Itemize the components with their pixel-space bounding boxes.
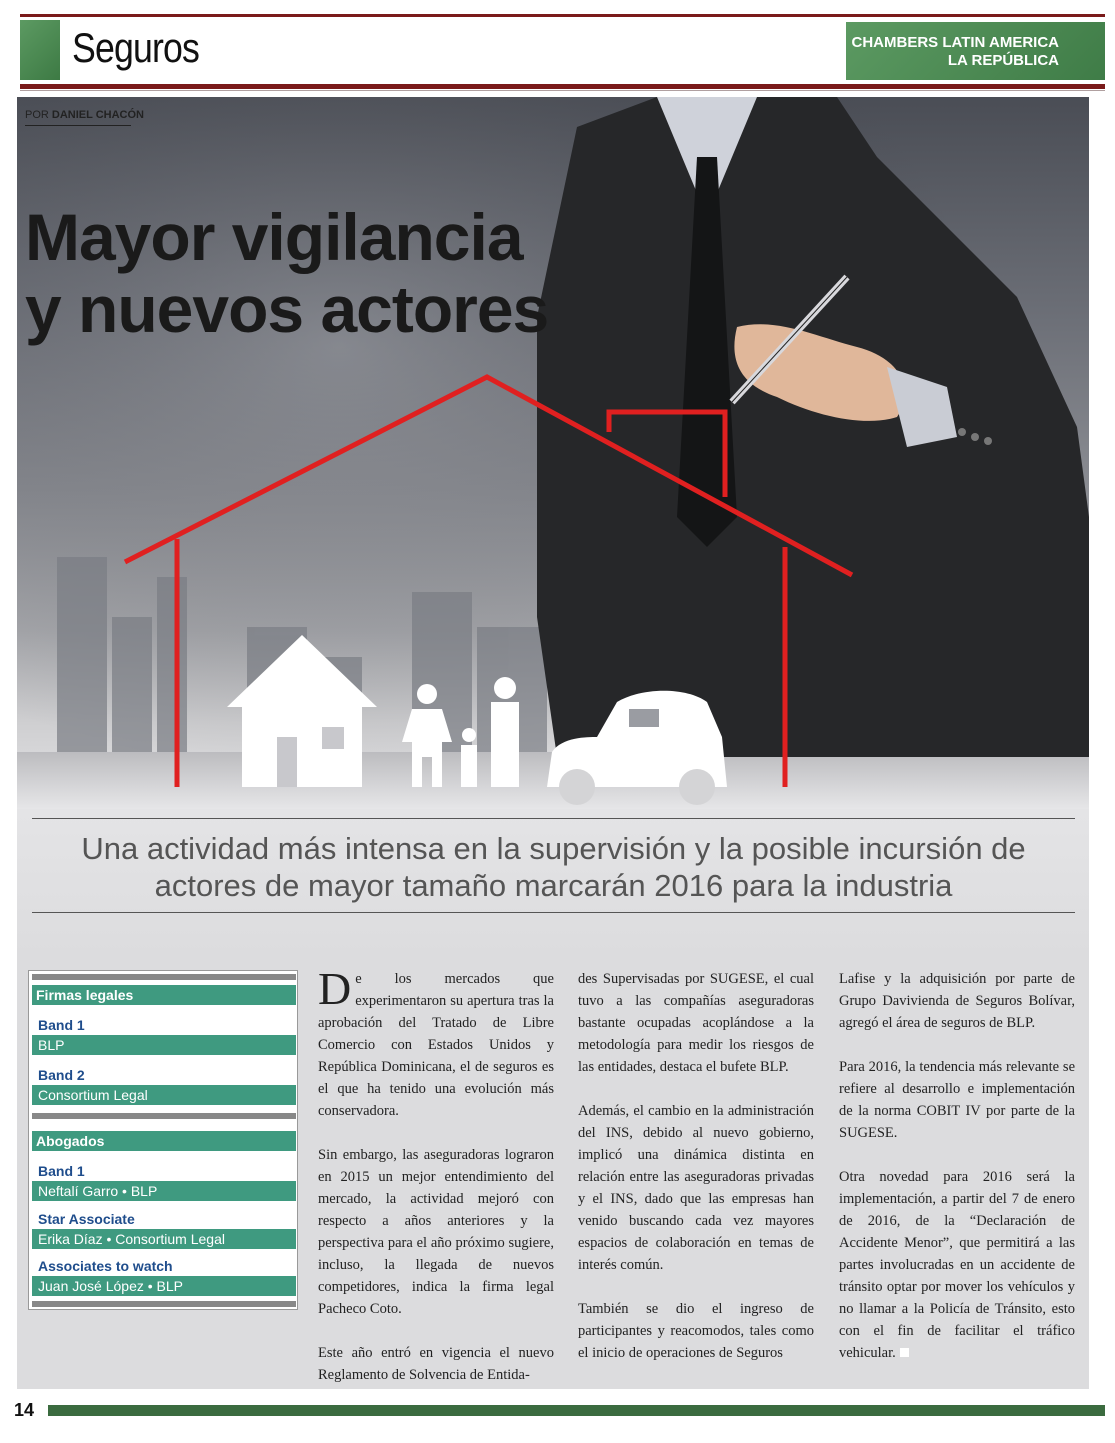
sidebar-divider [32, 1113, 296, 1119]
lawyers-band1-label: Band 1 [38, 1163, 85, 1179]
drop-cap: D [318, 963, 352, 1014]
headline [25, 201, 548, 345]
subhead-line-1: Una actividad más intensa en la supervisión y la posible incursión de [81, 831, 1026, 866]
lawyers-band1-value: Neftalí Garro • BLP [32, 1181, 296, 1201]
paragraph: Para 2016, la tendencia más relevante se refiere al desarrollo e implementación de la norma COBIT IV por parte de la SUGESE. [839, 1059, 1075, 1141]
rankings-sidebar [28, 970, 298, 1310]
brand-line-2: LA REPÚBLICA [947, 52, 1059, 69]
page-number: 14 [14, 1400, 35, 1420]
headline-line-2: y nuevos actores [25, 272, 549, 346]
paragraph: También se dio el ingreso de participantes y reacomodos, tales como el inicio de operaciones de Seguros [578, 1301, 814, 1361]
firms-band1-value: BLP [32, 1035, 296, 1055]
brand-line-1: CHAMBERS LATIN AMERICA [851, 34, 1059, 51]
header-rule-thin [20, 90, 1105, 91]
subhead-rule-top [32, 818, 1075, 819]
paragraph: Lafise y la adquisición por parte de Grupo Davivienda de Seguros Bolívar, agregó el área de seguros de BLP. [839, 971, 1075, 1031]
article-column-1 [318, 963, 554, 1408]
paragraph: Además, el cambio en la administración del INS, debido al nuevo gobierno, implicó una dinámica distinta en relación entre las aseguradoras privadas y el INS, dado que las empresas han venido buscando cada vez mayores espacios de colaboración en temas de interés común. [578, 1103, 814, 1273]
star-associate-label: Star Associate [38, 1211, 135, 1227]
firms-band2-label: Band 2 [38, 1067, 85, 1083]
paragraph: Este año entró en vigencia el nuevo Reglamento de Solvencia de Entida- [318, 1345, 554, 1383]
paragraph: des Supervisadas por SUGESE, el cual tuvo a las compañías aseguradoras bastante ocupadas acoplándose a la metodología para medir los riesgos de las entidades, destaca el bufete BLP. [578, 971, 814, 1075]
byline [25, 109, 144, 121]
subhead [32, 830, 1075, 904]
sidebar-divider [32, 1301, 296, 1307]
article-column-2 [578, 968, 814, 1386]
hero-image [17, 97, 1089, 809]
headline-line-1: Mayor vigilancia [25, 200, 523, 274]
article-column-3 [839, 968, 1075, 1386]
star-associate-value: Erika Díaz • Consortium Legal [32, 1229, 296, 1249]
byline-rule [25, 125, 131, 126]
firms-band1-label: Band 1 [38, 1017, 85, 1033]
footer-bar [48, 1405, 1105, 1416]
firms-band2-value: Consortium Legal [32, 1085, 296, 1105]
paragraph [318, 963, 554, 1122]
paragraph: Sin embargo, las aseguradoras lograron en 2015 un mejor entendimiento del mercado, la actividad mejoró con respecto a años anteriores y la perspectiva para el año próximo sugiere, incluso, la llegada de nuevos competidores, indica la firma legal Pacheco Coto. [318, 1147, 554, 1317]
subhead-line-2: actores de mayor tamaño marcarán 2016 para la industria [154, 868, 953, 903]
paragraph-text: Otra novedad para 2016 será la implementación, a partir del 7 de enero de 2016, de la “Declaración de Accidente Menor”, que permitirá a las partes involucradas en un accidente de tránsito optar por mover los vehículos y no llamar a la Policía de Tránsito, esto con el fin de facilitar el tráfico vehicular. [839, 1169, 1075, 1361]
associates-watch-label: Associates to watch [38, 1258, 173, 1274]
publication-brand [846, 22, 1105, 80]
byline-prefix: POR [25, 109, 52, 121]
paragraph-text: e los mercados que experimentaron su apertura tras la aprobación del Tratado de Libre Comercio con Estados Unidos y República Dominicana, el de seguros es el que ha tenido una evolución más conservadora. [318, 971, 554, 1119]
firms-title: Firmas legales [32, 985, 296, 1005]
paragraph [839, 1166, 1075, 1364]
byline-author: DANIEL CHACÓN [51, 109, 144, 121]
lawyers-title: Abogados [32, 1131, 296, 1151]
end-mark [900, 1348, 909, 1357]
sidebar-divider [32, 974, 296, 980]
header-rule [20, 84, 1105, 89]
section-marker [20, 20, 60, 80]
associates-watch-value: Juan José López • BLP [32, 1276, 296, 1296]
section-title: Seguros [72, 24, 200, 71]
top-rule [20, 14, 1105, 17]
subhead-rule-bottom [32, 912, 1075, 913]
